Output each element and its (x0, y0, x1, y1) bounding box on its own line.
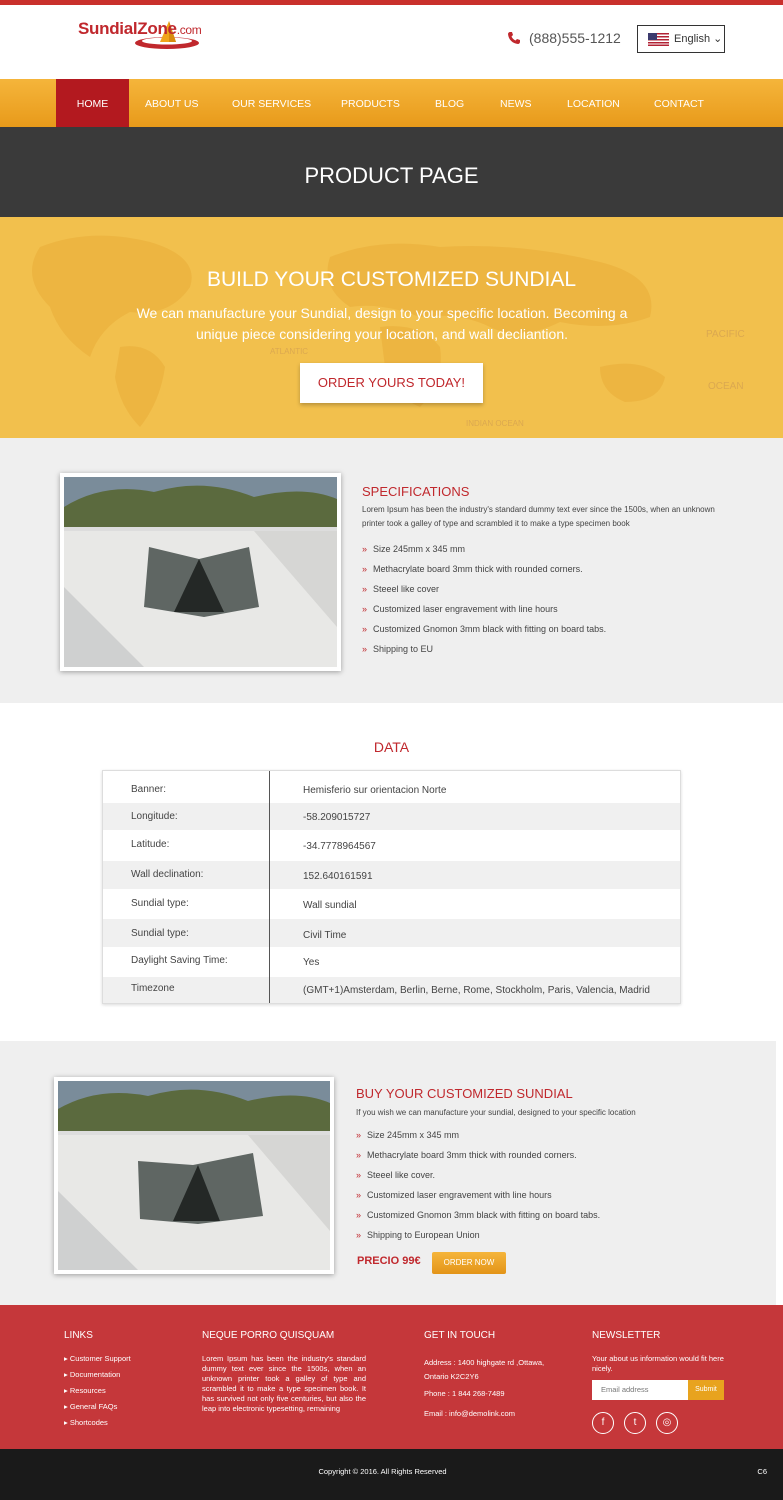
row-value: Yes (303, 957, 320, 968)
chevron-right-icon: ▸ (64, 1370, 70, 1379)
row-label: Longitude: (131, 811, 178, 822)
footer-phone[interactable]: Phone : 1 844 268-7489 (424, 1389, 505, 1398)
footer-link-general-faqs[interactable]: ▸ General FAQs (64, 1402, 118, 1411)
row-value: -58.209015727 (303, 812, 371, 823)
hero-banner (0, 217, 783, 438)
data-title: DATA (373, 739, 410, 755)
product-photo (60, 473, 341, 671)
hero-title: BUILD YOUR CUSTOMIZED SUNDIAL (206, 268, 577, 291)
footer-address: Address : 1400 highgate rd ,Ottawa, Ontario K2C2Y6 (424, 1358, 545, 1381)
table-row (103, 803, 681, 830)
nav-our-services[interactable]: OUR SERVICES (232, 98, 312, 110)
footer-email[interactable]: Email : info@demolink.com (424, 1409, 515, 1418)
footer-link-resources[interactable]: ▸ Resources (64, 1386, 106, 1395)
footer-about-title: NEQUE PORRO QUISQUAM (202, 1330, 335, 1341)
chevron-right-icon: ▸ (64, 1354, 70, 1363)
row-value: Civil Time (303, 930, 347, 941)
row-value: 152.640161591 (303, 871, 373, 882)
row-value: Wall sundial (303, 900, 357, 911)
nav-contact[interactable]: CONTACT (654, 98, 704, 110)
list-item: » Customized Gnomon 3mm black with fitting on board tabs. (362, 624, 607, 634)
page-title: PRODUCT PAGE (304, 163, 479, 188)
row-value: -34.7778964567 (303, 841, 376, 852)
footer-link-documentation[interactable]: ▸ Documentation (64, 1370, 121, 1379)
list-item: » Shipping to EU (362, 644, 434, 654)
row-label: Wall declination: (131, 869, 204, 880)
footer-link-customer-support[interactable]: ▸ Customer Support (64, 1354, 131, 1363)
chevron-right-icon: » (356, 1170, 362, 1180)
table-row (103, 771, 681, 803)
table-row (103, 977, 681, 1004)
price-label: PRECIO 99€ (357, 1255, 421, 1267)
newsletter-email-input[interactable]: Email address (592, 1380, 688, 1400)
chevron-right-icon: ▸ (64, 1418, 70, 1427)
row-value: Hemisferio sur orientacion Norte (303, 785, 447, 796)
chevron-right-icon: » (356, 1190, 362, 1200)
list-item: » Steeel like cover. (356, 1170, 436, 1180)
footer-contact-title: GET IN TOUCH (424, 1330, 496, 1341)
chevron-right-icon: » (362, 564, 368, 574)
buy-description: If you wish we can manufacture your sundial, designed to your specific location (356, 1108, 636, 1117)
map-label-atlantic: ATLANTIC (270, 347, 309, 356)
product-photo (54, 1077, 334, 1274)
language-label: English ⌄ (674, 33, 723, 45)
specifications-section (0, 438, 783, 703)
page-title-banner (0, 127, 783, 217)
phone-icon (507, 31, 521, 45)
chevron-right-icon: ▸ (64, 1402, 70, 1411)
phone-number[interactable]: (888)555-1212 (529, 30, 621, 46)
chevron-right-icon: » (362, 604, 368, 614)
row-label: Banner: (131, 784, 167, 795)
language-select[interactable] (637, 25, 725, 53)
specifications-title: SPECIFICATIONS (362, 484, 470, 499)
footer-links-list (64, 1354, 131, 1434)
twitter-icon[interactable]: t (624, 1412, 646, 1434)
map-label-pacific: PACIFIC (706, 329, 745, 340)
facebook-icon[interactable]: f (592, 1412, 614, 1434)
site-footer (0, 1305, 783, 1449)
chevron-down-icon: ⌄ (713, 33, 723, 45)
main-nav (0, 79, 783, 127)
column-divider (269, 771, 270, 1004)
buy-title: BUY YOUR CUSTOMIZED SUNDIAL (356, 1086, 573, 1101)
list-item: » Steeel like cover (362, 584, 440, 594)
list-item: » Customized laser engravement with line hours (356, 1190, 552, 1200)
version-label: C6 (757, 1467, 767, 1476)
footer-link-shortcodes[interactable]: ▸ Shortcodes (64, 1418, 108, 1427)
chevron-right-icon: » (362, 644, 368, 654)
list-item: » Methacrylate board 3mm thick with rounded corners. (362, 564, 583, 574)
list-item: » Shipping to European Union (356, 1230, 480, 1240)
list-item: » Customized laser engravement with line hours (362, 604, 558, 614)
row-label: Timezone (131, 983, 175, 994)
list-item: » Size 245mm x 345 mm (356, 1130, 460, 1140)
map-label-indian-ocean: INDIAN OCEAN (466, 419, 524, 428)
chevron-right-icon: » (356, 1130, 362, 1140)
table-row (103, 947, 681, 977)
data-table (102, 770, 681, 1004)
table-row (103, 919, 681, 947)
chevron-right-icon: » (356, 1150, 362, 1160)
row-value: (GMT+1)Amsterdam, Berlin, Berne, Rome, Stockholm, Paris, Valencia, Madrid (303, 985, 650, 996)
us-flag-icon (648, 33, 669, 46)
data-section (0, 703, 783, 1041)
list-item: » Methacrylate board 3mm thick with rounded corners. (356, 1150, 577, 1160)
list-item: » Customized Gnomon 3mm black with fitting on board tabs. (356, 1210, 601, 1220)
nav-news[interactable]: NEWS (500, 98, 532, 110)
sundial-product-image (58, 1081, 330, 1270)
logo-text[interactable]: SundialZone.com (78, 19, 202, 38)
newsletter-text: Your about us information would fit here nicely. (592, 1354, 724, 1373)
chevron-right-icon: » (356, 1230, 362, 1240)
table-row (103, 861, 681, 889)
chevron-right-icon: ▸ (64, 1386, 70, 1395)
row-label: Sundial type: (131, 898, 189, 909)
logo-suffix: .com (176, 23, 202, 37)
chevron-right-icon: » (362, 624, 368, 634)
hero-text: We can manufacture your Sundial, design to your specific location. Becoming a unique piece considering your location, and wall decliantion. (136, 305, 628, 342)
nav-location[interactable]: LOCATION (567, 98, 620, 110)
footer-newsletter-title: NEWSLETTER (592, 1330, 661, 1341)
specifications-list (362, 544, 606, 664)
sundial-product-image (64, 477, 337, 667)
order-now-button[interactable]: ORDER NOW (432, 1252, 506, 1274)
row-label: Latitude: (131, 839, 170, 850)
copyright-text: Copyright © 2016. All Rights Reserved (318, 1467, 447, 1476)
nav-products[interactable]: PRODUCTS (341, 98, 400, 110)
chevron-right-icon: » (362, 544, 368, 554)
nav-about-us[interactable]: ABOUT US (145, 98, 199, 110)
row-label: Daylight Saving Time: (131, 955, 228, 966)
buy-features-list (356, 1130, 600, 1250)
newsletter-submit-button[interactable]: Submit (688, 1380, 724, 1400)
list-item: » Size 245mm x 345 mm (362, 544, 466, 554)
map-label-ocean: OCEAN (708, 381, 744, 392)
chevron-right-icon: » (356, 1210, 362, 1220)
copyright-bar (0, 1449, 783, 1500)
specifications-description: Lorem Ipsum has been the industry's standard dummy text ever since the 1500s, when an unknown printer took a galley of type and scrambled it to make a type specimen book (362, 505, 715, 528)
site-header (0, 5, 783, 79)
nav-home[interactable]: HOME (56, 79, 129, 127)
table-row (103, 830, 681, 861)
chevron-right-icon: » (362, 584, 368, 594)
buy-section (0, 1041, 776, 1305)
footer-links-title: LINKS (64, 1330, 93, 1341)
table-row (103, 889, 681, 919)
row-label: Sundial type: (131, 928, 189, 939)
footer-about-text: Lorem Ipsum has been the industry's standard dummy text ever since the 1500s, when an unknown printer took a galley of type and scrambled it to make a type specimen book. It has survived not only five centuries, but also the leap into electronic typesetting, remaining (202, 1354, 366, 1413)
instagram-icon[interactable]: ◎ (656, 1412, 678, 1434)
order-today-button[interactable]: ORDER YOURS TODAY! (300, 363, 483, 403)
nav-blog[interactable]: BLOG (435, 98, 465, 110)
